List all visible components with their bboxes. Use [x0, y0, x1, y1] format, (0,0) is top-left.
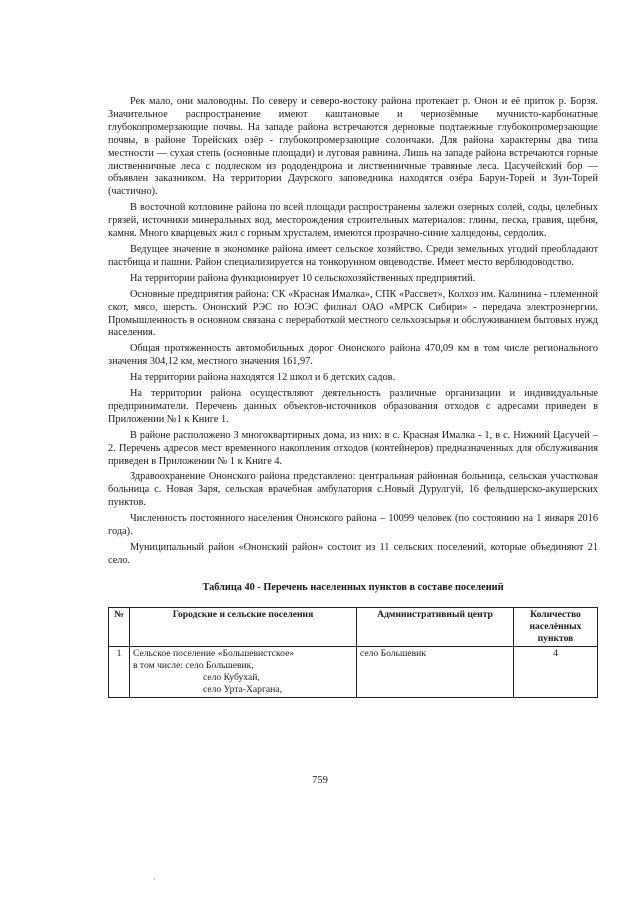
settlements-table	[108, 607, 598, 698]
paragraph: На территории района находятся 12 школ и 6 детских садов.	[130, 372, 396, 384]
included-village: село Кубухай,	[203, 671, 260, 683]
paragraph: На территории района функционирует 10 сельскохозяйственных предприятий.	[130, 272, 476, 284]
header-name: Городские и сельские поселения	[130, 607, 357, 646]
header-center: Административный центр	[357, 607, 514, 646]
settlement-name: Сельское поселение «Большевистское»	[133, 647, 295, 659]
cell-num: 1	[109, 646, 130, 697]
cell-name	[130, 646, 357, 697]
paragraph: На территории района осуществляют деятельность различные организации и индивидуальные предприниматели. Перечень данных объектов-источников образования отходов с адресами приведен в Приложении №1 к Книге 1.	[108, 388, 598, 425]
table-title: Таблица 40 - Перечень населенных пунктов в составе поселений	[202, 581, 504, 593]
header-num: №	[109, 607, 130, 646]
included-label: в том числе: село Большевик,	[133, 659, 254, 671]
header-count: Количество населённых пунктов	[514, 607, 598, 646]
paragraph: Численность постоянного населения Ононского района – 10099 человек (по состоянию на 1 января 2016 года).	[108, 513, 598, 538]
paragraph: Ведущее значение в экономике района имеет сельское хозяйство. Среди земельных угодий преобладают пастбища и пашни. Район специализируется на тонкорунном овцеводстве. Имеет место верблюдоводство.	[108, 243, 598, 268]
document-page	[108, 96, 598, 698]
paragraph: Общая протяженность автомобильных дорог Ононского района 470,09 км в том числе регионального значения 304,12 км, местного значения 161,97.	[108, 343, 598, 368]
scan-mark: ·	[153, 875, 156, 884]
cell-count: 4	[514, 646, 598, 697]
table-row	[109, 646, 598, 697]
cell-center: село Большевик	[357, 646, 514, 697]
paragraph: Здравоохранение Ононского района представлено: центральная районная больница, сельская участковая больница с. Новая Заря, сельская врачебная амбулатория с.Новый Дурулгуй, 16 фельдшерско-акушерских пунктов.	[108, 471, 598, 509]
paragraph: Муниципальный район «Ононский район» состоит из 11 сельских поселений, которые объединяют 21 село.	[108, 542, 598, 566]
paragraph: В районе расположено 3 многоквартирных дома, из них: в с. Красная Ималка - 1, в с. Нижний Цасучей – 2. Перечень адресов мест временного накопления отходов (контейнеров) предназначенных для обслуживания приведен в Приложении № 1 к Книге 4.	[108, 429, 598, 467]
paragraph: В восточной котловине района по всей площади распространены залежи озерных солей, соды, целебных грязей, источники минеральных вод, месторождения строительных материалов: глины, песка, гравия, щебня, камня. Много кварцевых жил с горным хрусталем, имеются прозрачно-синие халцедоны, сердолик.	[108, 202, 598, 240]
page-number: 759	[312, 775, 328, 786]
paragraph: Рек мало, они маловодны. По северу и северо-востоку района протекает р. Онон и её приток р. Борзя. Значительное распространение имеют каштановые и чернозёмные мучнисто-карбонатные глубокопромерзающие почвы. На западе района встречаются дерновые подтаежные глубокопромерзающие почвы, в районе Торейских озёр - глубокопромерзающие солончаки. Для района характерны два типа местности — сухая степь (основные площади) и луговая равнина. Лишь на западе района встречаются горные лиственничные леса с подлеском из рододендрона и лиственничные травяные леса. Цасучейский бор — объявлен заказником. На территории Даурского заповедника находятся озёра Барун-Торей и Зун-Торей (частично).	[108, 96, 598, 198]
included-village: село Урта-Харгана,	[203, 683, 282, 695]
table-header-row	[109, 607, 598, 646]
paragraph: Основные предприятия района: СК «Красная Ималка», СПК «Рассвет», Колхоз им. Калинина - племенной скот, мясо, шерсть. Ононский РЭС по ЮЭС филиал ОАО «МРСК Сибири» - передача электроэнергии. Промышленность в основном связана с переработкой местного сельхозсырья и обслуживанием бытовых нужд населения.	[108, 288, 598, 339]
